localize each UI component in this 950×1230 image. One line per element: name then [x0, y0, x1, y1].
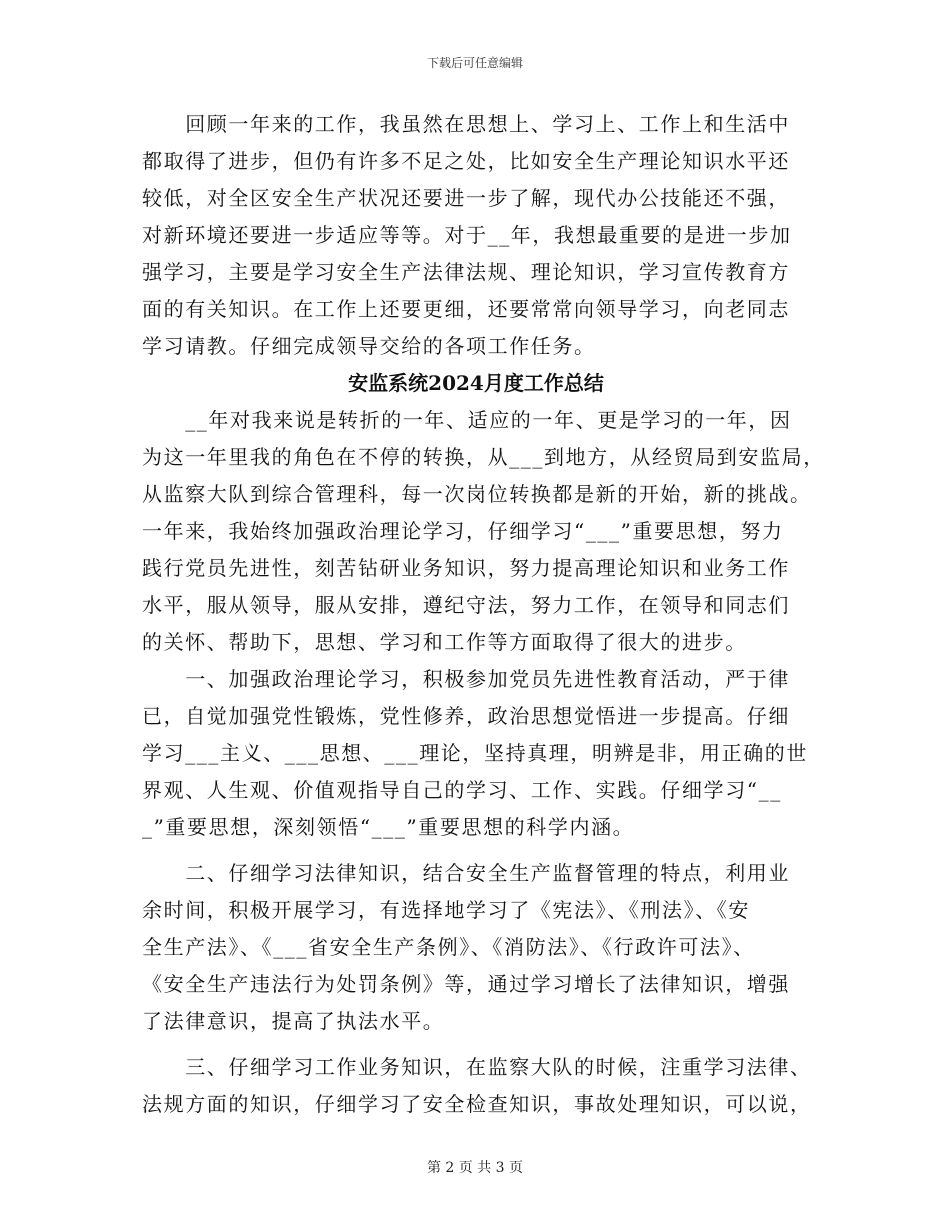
page-number: 第 2 页 共 3 页: [426, 1160, 524, 1176]
paragraph-gap: [142, 1040, 810, 1049]
paragraph-3: [142, 661, 810, 846]
text-line: 一、加强政治理论学习，积极参加党员先进性教育活动，严于律: [142, 667, 790, 691]
text-line: 了法律意识，提高了执法水平。: [142, 1009, 445, 1033]
text-line: 较低，对全区安全生产状况还要进一步了解，现代办公技能还不强，: [142, 186, 790, 210]
text-line: 从监察大队到综合管理科，每一次岗位转换都是新的开始，新的挑战。: [142, 482, 812, 506]
text-line: 学习___主义、___思想、___理论，坚持真理，明辨是非，用正确的世: [142, 741, 808, 765]
text-line: 回顾一年来的工作，我虽然在思想上、学习上、工作上和生活中: [142, 112, 790, 136]
text-line: 余时间，积极开展学习，有选择地学习了《宪法》、《刑法》、《安: [142, 898, 750, 922]
text-line: 对新环境还要进一步适应等等。对于__年，我想最重要的是进一步加: [142, 223, 792, 247]
paragraph-1: [142, 106, 810, 365]
text-line: 三、仔细学习工作业务知识，在监察大队的时候，注重学习法律、: [142, 1055, 812, 1079]
paragraph-gap: [142, 846, 810, 855]
text-line: 强学习，主要是学习安全生产法律法规、理论知识，学习宣传教育方: [142, 260, 790, 284]
document-body: [142, 106, 825, 1123]
text-line: 都取得了进步，但仍有许多不足之处，比如安全生产理论知识水平还: [142, 149, 790, 173]
text-line: _”重要思想，深刻领悟“___”重要思想的科学内涵。: [142, 815, 635, 839]
text-line: 践行党员先进性，刻苦钻研业务知识，努力提高理论知识和业务工作: [142, 556, 790, 580]
text-line: 全生产法》、《___省安全生产条例》、《消防法》、《行政许可法》、: [142, 935, 755, 959]
text-line: __年对我来说是转折的一年、适应的一年、更是学习的一年，因: [142, 408, 792, 432]
text-line: 界观、人生观、价值观指导自己的学习、工作、实践。仔细学习“__: [142, 778, 782, 802]
text-line: 学习请教。仔细完成领导交给的各项工作任务。: [142, 334, 596, 358]
text-line: 已，自觉加强党性锻炼，党性修养，政治思想觉悟进一步提高。仔细: [142, 704, 790, 728]
text-line: 水平，服从领导，服从安排，遵纪守法，努力工作，在领导和同志们: [142, 593, 790, 617]
text-line: 为这一年里我的角色在不停的转换，从___到地方，从经贸局到安监局，: [142, 445, 825, 469]
paragraph-2: [142, 402, 825, 661]
document-title: 安监系统2024月度工作总结: [348, 371, 604, 395]
text-line: 面的有关知识。在工作上还要更细，还要常常向领导学习，向老同志: [142, 297, 790, 321]
text-line: 二、仔细学习法律知识，结合安全生产监督管理的特点，利用业: [142, 861, 790, 885]
text-line: 的关怀、帮助下，思想、学习和工作等方面取得了很大的进步。: [142, 630, 747, 654]
text-line: 《安全生产违法行为处罚条例》等，通过学习增长了法律知识，增强: [142, 972, 790, 996]
text-line: 一年来，我始终加强政治理论学习，仔细学习“___”重要思想，努力: [142, 519, 784, 543]
paragraph-5: [142, 1049, 810, 1123]
page-header-note: 下载后可任意编辑: [426, 56, 523, 70]
paragraph-4: [142, 855, 810, 1040]
text-line: 法规方面的知识，仔细学习了安全检查知识，事故处理知识，可以说，: [142, 1092, 812, 1116]
